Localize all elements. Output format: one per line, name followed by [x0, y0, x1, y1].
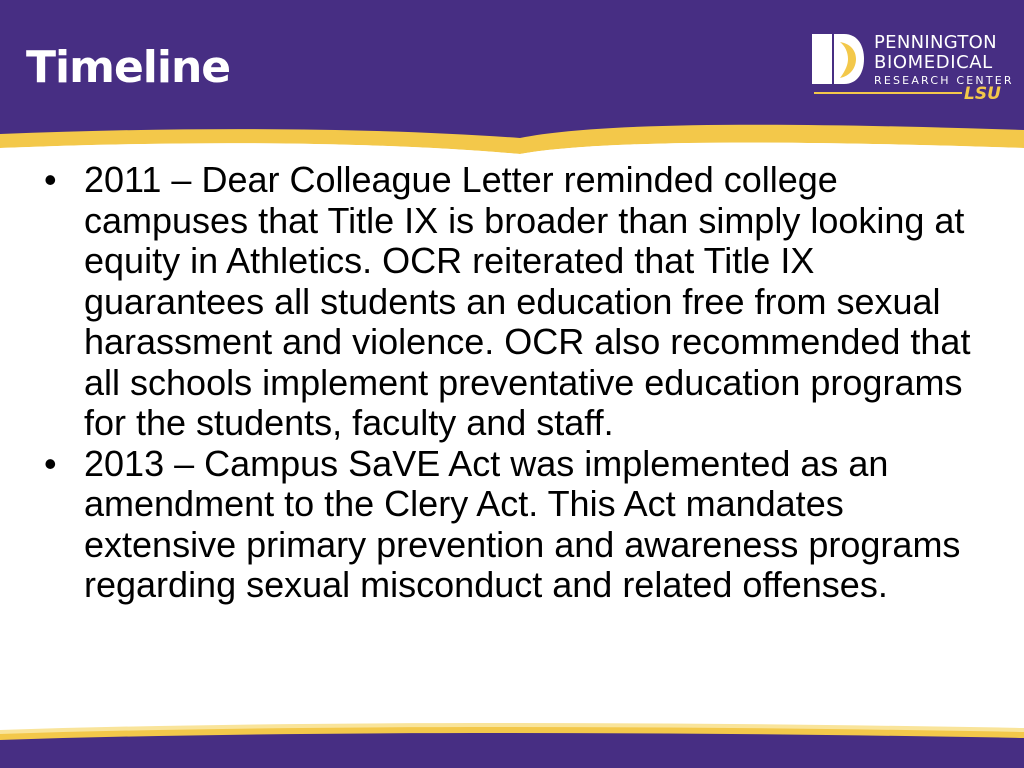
bullet-dot-icon: •	[44, 159, 57, 200]
bullet-text-2013: 2013 – Campus SaVE Act was implemented as an amendment to the Clery Act. This Act mandates extensive primary prevention and awareness programs regarding sexual misconduct and related offenses.	[84, 442, 961, 605]
header-band	[0, 0, 1024, 160]
lsu-logo-text: LSU	[964, 84, 1001, 104]
slide-title: Timeline	[26, 42, 231, 93]
logo-text-biomedical: BIOMEDICAL	[874, 52, 993, 73]
logo-text-research-center: RESEARCH CENTER	[874, 74, 1014, 87]
bullet-item-2013	[44, 444, 994, 606]
logo-text-pennington: PENNINGTON	[874, 32, 997, 53]
logo-rule	[814, 92, 962, 94]
timeline-bullet-list	[44, 160, 994, 606]
bullet-dot-icon: •	[44, 442, 57, 484]
footer-wave-graphic	[0, 714, 1024, 768]
footer-band	[0, 714, 1024, 768]
bullet-text-2011: 2011 – Dear Colleague Letter reminded college campuses that Title IX is broader than simply looking at equity in Athletics. OCR reiterated that Title IX guarantees all students an education free from sexual harassment and violence. OCR also recommended that all schools implement preventative education programs for the students, faculty and staff.	[84, 159, 971, 443]
bullet-item-2011	[44, 160, 994, 444]
pennington-logo	[812, 32, 1012, 104]
pennington-logo-icon	[812, 32, 866, 86]
